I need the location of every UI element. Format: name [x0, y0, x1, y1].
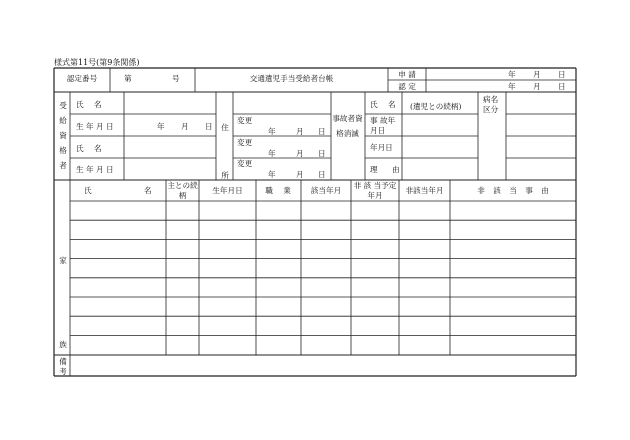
accident-date-label: 事 故年月日 [370, 116, 396, 135]
family-col-occupation: 職 業 [265, 186, 291, 195]
extinction-label: 事故者資格消滅 [332, 114, 363, 138]
address-label: 住所 [221, 123, 229, 180]
reason-label: 理 由 [370, 165, 406, 174]
qualified-person-label: 受給資格者 [59, 101, 67, 170]
change2-label: 変更 [237, 138, 253, 147]
nintei-nichi: 日 [558, 82, 566, 91]
change1-label: 変更 [237, 116, 253, 125]
family-col-non-applicable: 非該当年月 [405, 186, 444, 195]
form-number-title: 様式第11号(第9条関係) [54, 58, 140, 67]
family-col-non-applicable-planned: 非 該 当予定年月 [353, 181, 397, 200]
change2-gatsu: 月 [296, 149, 304, 158]
family-col-relation: 主との続 柄 [167, 181, 198, 200]
recipient1-dob-nen: 年 [157, 122, 165, 131]
nintei-bango-label: 認定番号 [66, 74, 98, 83]
go-label: 号 [172, 74, 180, 83]
recipient1-dob-nichi: 日 [205, 122, 213, 131]
change1-nen: 年 [268, 127, 276, 136]
recipient1-dob-gatsu: 月 [181, 122, 189, 131]
recipient2-name-label: 氏 名 [76, 144, 106, 153]
ledger-title: 交通遺児手当受給者台帳 [249, 74, 334, 83]
family-col-applicable: 該当年月 [310, 186, 342, 195]
nintei-label: 認 定 [398, 82, 416, 91]
recipient1-name-label: 氏 名 [76, 100, 106, 109]
family-label: 家族 [59, 256, 67, 349]
accident-name-label: 氏 名 [370, 100, 400, 109]
disease-category-label: 病名区分 [483, 95, 499, 114]
family-col-name: 氏 名 [84, 186, 152, 195]
shinsei-nichi: 日 [558, 70, 566, 79]
relation-label: (遺児との続柄) [410, 102, 462, 111]
change3-nichi: 日 [318, 170, 326, 179]
nintei-gatsu: 月 [533, 82, 541, 91]
family-col-dob: 生年月日 [212, 186, 243, 195]
dai-label: 第 [124, 74, 132, 83]
change3-gatsu: 月 [296, 170, 304, 179]
extinction-date-label: 年月日 [370, 143, 393, 152]
shinsei-nen: 年 [508, 70, 516, 79]
shinsei-label: 申 請 [398, 70, 416, 79]
change3-label: 変更 [237, 159, 253, 168]
family-col-reason: 非 該 当 事 由 [477, 186, 549, 195]
change1-gatsu: 月 [296, 127, 304, 136]
change1-nichi: 日 [318, 127, 326, 136]
shinsei-gatsu: 月 [533, 70, 541, 79]
change3-nen: 年 [268, 170, 276, 179]
recipient1-dob-label: 生 年 月 日 [76, 122, 114, 131]
recipient2-dob-label: 生 年 月 日 [76, 165, 114, 174]
change2-nen: 年 [268, 149, 276, 158]
nintei-nen: 年 [508, 82, 516, 91]
change2-nichi: 日 [318, 149, 326, 158]
remarks-label: 備考 [59, 357, 67, 376]
